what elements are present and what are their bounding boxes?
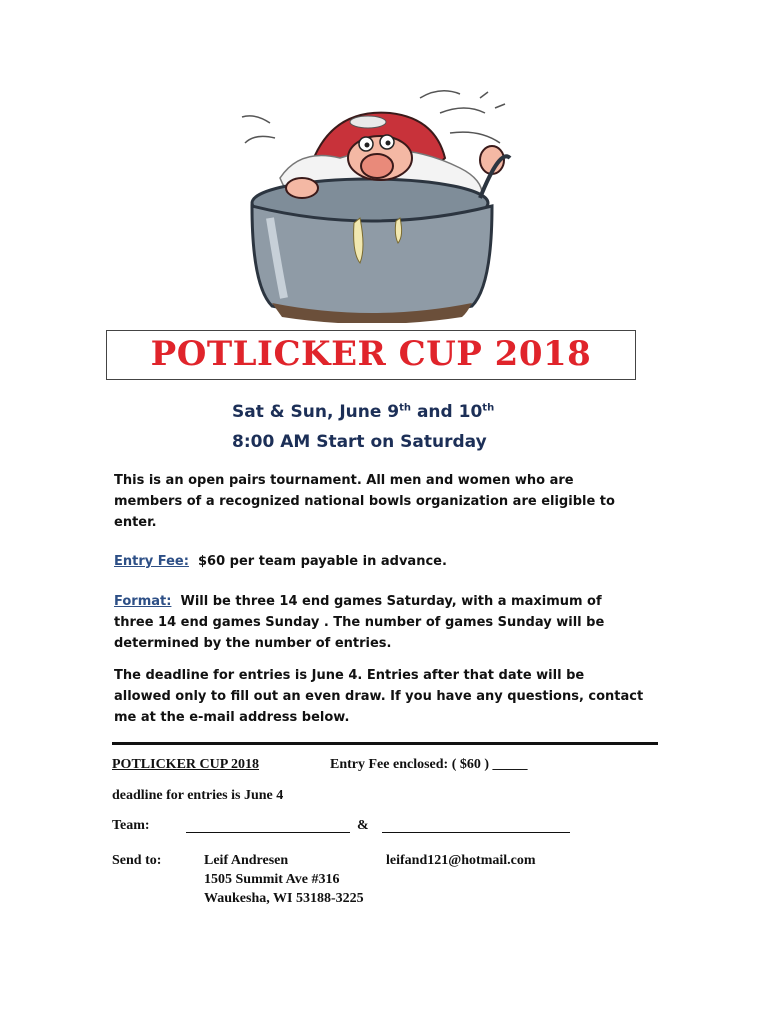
entry-fee-label: Entry Fee:	[114, 554, 189, 569]
gnome-pot-icon	[240, 78, 530, 323]
dates-suffix-1: th	[399, 402, 412, 414]
address-street: 1505 Summit Ave #316	[204, 872, 340, 887]
contact-email: leifand121@hotmail.com	[386, 853, 536, 868]
team-label: Team:	[112, 818, 150, 833]
format-text: Will be three 14 end games Saturday, with a maximum of three 14 end games Sunday . The number of games Sunday will be determined by the number of entries.	[114, 594, 605, 651]
deadline-paragraph: The deadline for entries is June 4. Entries after that date will be allowed only to fill out an even draw. If you have any questions, contact me at the e-mail address below.	[114, 668, 644, 725]
dates-prefix: Sat & Sun, June 9	[232, 402, 400, 422]
team-member-1-field[interactable]	[186, 832, 350, 833]
event-dates	[232, 402, 494, 422]
start-time: 8:00 AM Start on Saturday	[232, 432, 487, 452]
section-divider	[112, 742, 658, 745]
send-to-label: Send to:	[112, 853, 162, 868]
format-label: Format:	[114, 594, 172, 609]
team-ampersand: &	[357, 818, 369, 833]
team-member-2-field[interactable]	[382, 832, 570, 833]
intro-paragraph: This is an open pairs tournament. All men and women who are members of a recognized national bowls organization are eligible to enter.	[114, 473, 615, 530]
contact-name: Leif Andresen	[204, 853, 289, 868]
form-title: POTLICKER CUP 2018	[112, 757, 260, 772]
event-title: POTLICKER CUP 2018	[150, 334, 592, 374]
format-paragraph	[114, 591, 644, 654]
entry-fee-text: $60 per team payable in advance.	[198, 554, 447, 569]
gnome-in-pot-illustration	[240, 78, 530, 323]
dates-suffix-2: th	[482, 402, 495, 414]
form-fee-enclosed: Entry Fee enclosed: ( $60 ) _____	[330, 757, 528, 772]
address-city: Waukesha, WI 53188-3225	[204, 891, 364, 906]
entry-fee-paragraph	[114, 551, 644, 572]
dates-mid: and 10	[411, 402, 483, 422]
title-box	[106, 330, 636, 380]
form-deadline: deadline for entries is June 4	[112, 788, 284, 803]
